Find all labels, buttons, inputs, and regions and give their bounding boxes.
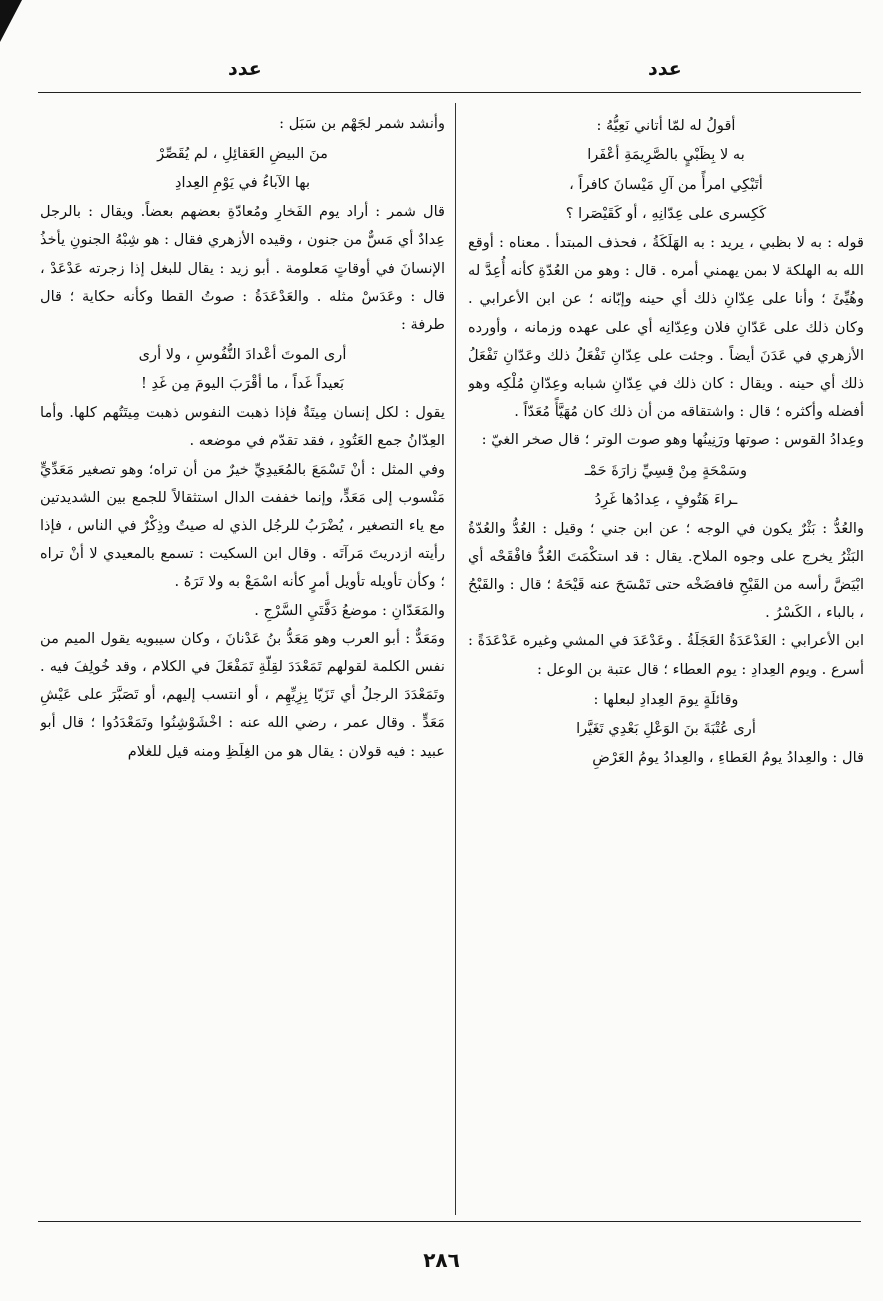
column-divider <box>455 103 456 1215</box>
verse-3 <box>468 456 864 514</box>
verse-line: به لا بِظَبْيٍ بالصَّرِيمَةِ أعْفَرا <box>587 146 745 163</box>
verse-5 <box>40 139 445 197</box>
bottom-rule <box>38 1221 861 1222</box>
paragraph: يقول : لكل إنسان مِيتَةٌ فإذا ذهبت النفوس ذهبت مِيتَتُهم كلها. وأما العِدّانُ جمع العَتُودِ ، فقد تقدّم في موضعه . <box>40 404 445 450</box>
paragraph: قال : والعِدادُ يومُ العَطاءِ ، والعِدادُ يومُ العَرْضِ <box>592 748 864 766</box>
verse-line: أقولُ له لمّا أتاني نَعِيُّهُ : <box>596 117 736 134</box>
verse-6 <box>40 340 445 398</box>
paragraph: ومَعَدٌّ : أبو العرب وهو مَعَدُّ بنُ عَدْنانَ ، وكان سيبويه يقول الميم من نفس الكلمة لقولهم تَمَعْدَدَ لقِلّةِ تَمَفْعَلَ في الكلام ، وقد خُولِفَ فيه . وتَمَعْدَدَ الرجلُ أي تَزَيّا بِزِيِّهِم ، أو انتسب إليهم، أو تَصَبَّرَ على عَيْشِ مَعَدٍّ . وقال عمر ، رضي الله عنه : اخْشَوْشِنُوا وتَمَعْدَدُوا ؛ قال أبو عبيد : فيه قولان : يقال هو من الغِلَظِ ومنه قيل للغلام <box>40 629 445 760</box>
paragraph: ابن الأعرابي : العَدْعَدَةُ العَجَلَةُ . وعَدْعَدَ في المشي وغيره عَدْعَدَةً : أسرع . ويوم العِدادِ : يوم العطاء ؛ قال عتبة بن الوعل : <box>468 632 864 678</box>
paragraph: والعُدُّ : بَثْرٌ يكون في الوجه ؛ عن ابن جني ؛ وقيل : العُدُّ والعُدّةُ البَثْرُ يخرج على وجوه الملاح. يقال : قد استكْمَتَ العُدُّ فافْقَحْه أي ابْيَضَّ رأسه من القَيْحِ فافضَخْه حتى تَمْسَحَ عنه قَيْحَهُ ؛ قال : والقَبْحُ ، بالباء ، الكَسْرُ . <box>468 519 864 622</box>
verse-line: وقائلَةٍ يومَ العِدادِ لبعلها : <box>593 690 739 708</box>
verse-line: أرى الموتَ أعْدادَ النُّفُوسِ ، ولا أرى <box>138 346 347 364</box>
paragraph: وعِدادُ القوس : صوتها ورَنِينُها وهو صوت الوتر ؛ قال صخر الغيّ : <box>481 431 864 449</box>
verse-line: منَ البيضِ العَقائِلِ ، لم يُقَصِّرْ <box>157 145 328 163</box>
verse-line: بَعيداً غَداً ، ما أقْرَبَ اليومَ مِن غَدِ ! <box>140 375 345 393</box>
top-rule <box>38 92 861 93</box>
page-number: ٢٨٦ <box>423 1248 460 1272</box>
verse-line: وسَمْحَةٍ مِنْ قِسِيِّ زارَةَ حَمْـ <box>584 461 748 479</box>
paragraph: وفي المثل : أنْ تَسْمَعَ بالمُعَيدِيِّ خيرٌ من أن تراه؛ وهو تصغير مَعَدِّيٍّ مَنْسوب إلى مَعَدٍّ، وإنما خففت الدال استثقالاً للجمع بين الشديدتين مع ياء التصغير ، يُضْرَبُ للرجُل الذي له صيتٌ وذِكْرٌ في الناس ، فإذا رأيته ازدريتَ مَرآتَه . وقال ابن السكيت : تسمع بالمعيدي لا أنْ تراه ؛ وكأن تأويله تأويل أمرٍ كأنه اسْمَعْ به ولا تَرَهُ . <box>40 460 445 591</box>
verse-4 <box>468 685 864 743</box>
verse-line: بها الآباءُ في يَوْمِ العِدادِ <box>174 174 311 192</box>
verse-line: أتَبْكِي امرأً من آلِ مَيْسانَ كافراً ، <box>569 176 763 193</box>
header-word-right: عدد <box>648 58 682 80</box>
header-word-left: عدد <box>228 58 262 80</box>
verse-2 <box>468 170 864 228</box>
paragraph: والمَعَدّانِ : موضعُ دَفَّتَيِ السَّرْجِ . <box>254 601 445 619</box>
left-column <box>40 110 445 1218</box>
verse-line: ـراءَ هَتُوفٍ ، عِدادُها غَرِدُ <box>594 490 738 508</box>
paragraph: وأنشد شمر لجَهْم بن سَبَل : <box>279 115 445 132</box>
right-column <box>468 110 864 1218</box>
paragraph: قال شمر : أراد يوم الفَخارِ ومُعادّةِ بعضهم بعضاً. ويقال : بالرجل عِدادٌ أي مَسٌّ من جنون ، وقيده الأزهري فقال : هو شِبْهُ الجنونِ يأخذُ الإنسانَ في أوقاتٍ مَعلومة . أبو زيد : يقال للبغل إذا زجرته عَدْعَدْ ، قال : وعَدَسْ مثله . والعَدْعَدَةُ : صوتُ القطا وكأنه حكاية ؛ قال طرفة : <box>40 203 445 334</box>
paragraph: قوله : به لا بظبي ، يريد : به الهَلَكَةُ ، فحذف المبتدأ . معناه : أوقع الله به الهلكة لا بمن يهمني أمره . قال : وهو من العُدّةِ كأنه أُعِدَّ له وهُيِّئَ ؛ وأنا على عِدّانِ ذلك أي حينه وإبّانه ؛ عن ابن الأعرابي . وكان ذلك على عَدّانِ فلان وعِدّانِه أي على عهده وزمانه ، وأورده الأزهري في عَدَنَ أيضاً . وجئت على عِدّانِ تَفْعَلُ ذلك وعَدّانِ تَفْعَلُ ذلك أي حينه . ويقال : كان ذلك في عِدّانِ شبابه وعِدّانِ مُلْكِه وهو أفضله وأكثره ؛ قال : واشتقاقه من أن ذلك كان مُهَيَّأً مُعَدّاً . <box>468 234 864 421</box>
verse-line: كَكِسرى على عِدّانِهِ ، أو كَقَيْصَرا ؟ <box>565 205 767 222</box>
verse-1 <box>468 111 864 169</box>
corner-ink-mark <box>0 0 22 42</box>
verse-line: أرى عُتْبَةَ بنَ الوَعْلِ بَعْدِي تَغَيَّرا <box>576 719 756 737</box>
